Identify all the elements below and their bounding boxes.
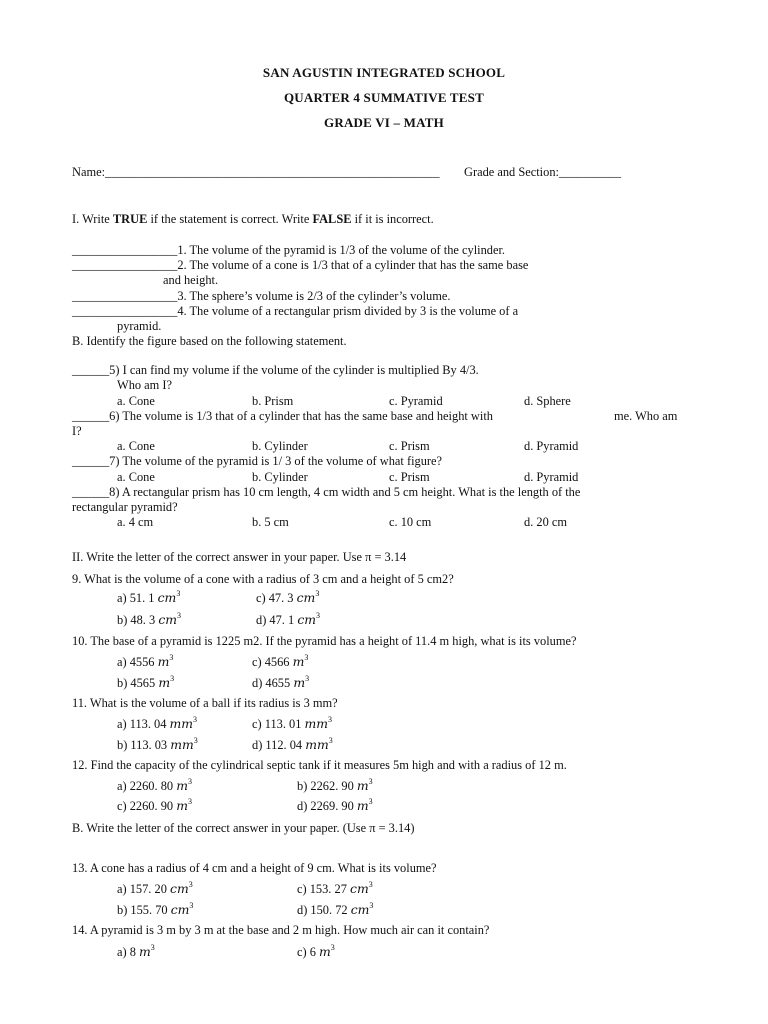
- q6-option-b: b. Cylinder: [252, 439, 308, 453]
- school-name: SAN AGUSTIN INTEGRATED SCHOOL: [262, 65, 506, 80]
- q13: 13. A cone has a radius of 4 cm and a height of 9 cm. What is its volume?: [72, 861, 437, 875]
- q10-option-b: b) 4565 $m^3$: [117, 674, 175, 690]
- item-4: _________________4. The volume of a rectangular prism divided by 3 is the volume of a: [72, 304, 519, 318]
- q9-option-b: b) 48. 3 $cm^3$: [117, 611, 182, 627]
- partB2-instruction: B. Write the letter of the correct answer in your paper. (Use π = 3.14): [72, 821, 415, 835]
- q11-option-b: b) 113. 03 $mm^3$: [117, 736, 198, 752]
- q11-option-d: d) 112. 04 $mm^3$: [252, 736, 333, 752]
- q11: 11. What is the volume of a ball if its radius is 3 mm?: [72, 696, 338, 710]
- q14: 14. A pyramid is 3 m by 3 m at the base and 2 m high. How much air can it contain?: [72, 923, 490, 937]
- grade-section-field: Grade and Section:__________: [464, 165, 621, 179]
- q5-cont: Who am I?: [117, 378, 173, 392]
- q8-option-b: b. 5 cm: [252, 515, 289, 529]
- q12-option-d: d) 2269. 90 $m^3$: [297, 797, 373, 813]
- q14-option-c: c) 6 $m^3$: [297, 943, 335, 959]
- q8-cont: rectangular pyramid?: [72, 500, 178, 514]
- q5-option-b: b. Prism: [252, 394, 294, 408]
- q7: ______7) The volume of the pyramid is 1/ 3 of the volume of what figure?: [72, 454, 443, 468]
- q9-option-a: a) 51. 1 $cm^3$: [117, 589, 181, 605]
- q8: ______8) A rectangular prism has 10 cm length, 4 cm width and 5 cm height. What is the length of the: [72, 485, 581, 499]
- q13-option-b: b) 155. 70 $cm^3$: [117, 901, 194, 917]
- q13-option-a: a) 157. 20 $cm^3$: [117, 880, 193, 896]
- q14-option-a: a) 8 $m^3$: [117, 943, 155, 959]
- q6-option-a: a. Cone: [117, 439, 155, 453]
- q12: 12. Find the capacity of the cylindrical septic tank if it measures 5m high and with a radius of 12 m.: [72, 758, 567, 772]
- item-4-cont: pyramid.: [117, 319, 162, 333]
- item-2-cont: and height.: [163, 273, 219, 287]
- q9-option-c: c) 47. 3 $cm^3$: [256, 589, 320, 605]
- q10-option-a: a) 4556 $m^3$: [117, 653, 174, 669]
- q10-option-c: c) 4566 $m^3$: [252, 653, 309, 669]
- q11-option-a: a) 113. 04 $mm^3$: [117, 715, 198, 731]
- q7-option-a: a. Cone: [117, 470, 155, 484]
- q9-option-d: d) 47. 1 $cm^3$: [256, 611, 321, 627]
- q10-option-d: d) 4655 $m^3$: [252, 674, 310, 690]
- q8-option-c: c. 10 cm: [389, 515, 432, 529]
- q10: 10. The base of a pyramid is 1225 m2. If the pyramid has a height of 11.4 m high, what is its volume?: [72, 634, 577, 648]
- q7-option-c: c. Prism: [389, 470, 430, 484]
- q6-option-d: d. Pyramid: [524, 439, 579, 453]
- q7-option-d: d. Pyramid: [524, 470, 579, 484]
- item-1: _________________1. The volume of the pyramid is 1/3 of the volume of the cylinder.: [72, 243, 506, 257]
- q6: ______6) The volume is 1/3 that of a cylinder that has the same base and height with: [72, 409, 493, 423]
- q5-option-d: d. Sphere: [524, 394, 571, 408]
- q6-option-c: c. Prism: [389, 439, 430, 453]
- q6-cont: I?: [72, 424, 82, 438]
- name-field: Name:______________________________________________________: [72, 165, 440, 179]
- q5-option-c: c. Pyramid: [389, 394, 443, 408]
- partB-title: B. Identify the figure based on the following statement.: [72, 334, 347, 348]
- q5-option-a: a. Cone: [117, 394, 155, 408]
- q12-option-c: c) 2260. 90 $m^3$: [117, 797, 192, 813]
- q13-option-c: c) 153. 27 $cm^3$: [297, 880, 373, 896]
- item-3: _________________3. The sphere’s volume is 2/3 of the cylinder’s volume.: [72, 289, 451, 303]
- q8-option-d: d. 20 cm: [524, 515, 568, 529]
- q7-option-b: b. Cylinder: [252, 470, 308, 484]
- test-title: QUARTER 4 SUMMATIVE TEST: [284, 90, 484, 105]
- q8-option-a: a. 4 cm: [117, 515, 154, 529]
- q6-tail: me. Who am: [614, 409, 678, 423]
- q13-option-d: d) 150. 72 $cm^3$: [297, 901, 374, 917]
- q12-option-b: b) 2262. 90 $m^3$: [297, 777, 373, 793]
- q11-option-c: c) 113. 01 $mm^3$: [252, 715, 333, 731]
- item-2: _________________2. The volume of a cone is 1/3 that of a cylinder that has the same base: [72, 258, 529, 272]
- grade-subject: GRADE VI – MATH: [324, 115, 444, 130]
- q9: 9. What is the volume of a cone with a radius of 3 cm and a height of 5 cm2?: [72, 572, 454, 586]
- part1-instruction: I. Write TRUE if the statement is correct. Write FALSE if it is incorrect.: [72, 212, 434, 226]
- q12-option-a: a) 2260. 80 $m^3$: [117, 777, 192, 793]
- part2-instruction: II. Write the letter of the correct answer in your paper. Use π = 3.14: [72, 550, 407, 564]
- q5: ______5) I can find my volume if the volume of the cylinder is multiplied By 4/3.: [72, 363, 479, 377]
